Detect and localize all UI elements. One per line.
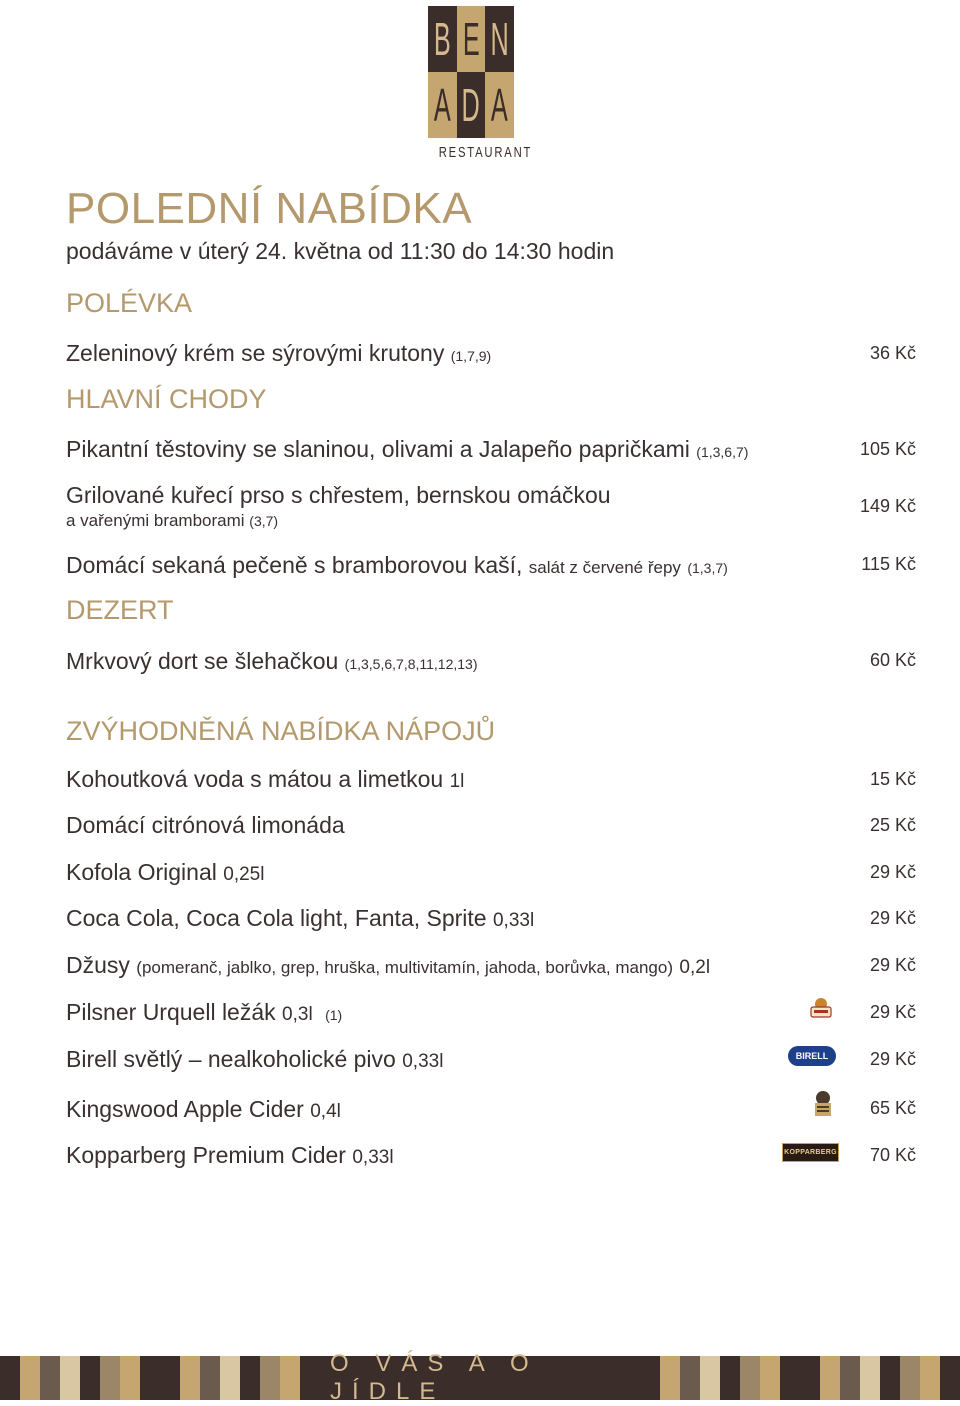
item-name: Kopparberg Premium Cider — [66, 1142, 346, 1168]
logo-cell: B — [428, 6, 457, 72]
item-name-line2: a vařenými bramborami — [66, 511, 245, 530]
pilsner-urquell-logo-icon — [808, 996, 834, 1022]
item-name: Zeleninový krém se sýrovými krutony — [66, 340, 445, 366]
item-price: 25 Kč — [869, 815, 916, 835]
footer-stripe — [40, 1356, 60, 1400]
item-price: 70 Kč — [869, 1145, 916, 1165]
item-price: 29 Kč — [869, 1049, 916, 1069]
drink-item — [66, 905, 534, 932]
item-volume: 1l — [449, 771, 465, 792]
restaurant-logo — [428, 6, 533, 161]
item-price: 149 Kč — [859, 496, 916, 516]
item-price: 15 Kč — [869, 769, 916, 789]
menu-item — [66, 340, 491, 367]
birell-logo-text: BIRELL — [795, 1051, 829, 1061]
drink-item — [66, 952, 710, 979]
drink-item — [66, 999, 342, 1026]
menu-item — [66, 482, 611, 509]
footer-text: O VÁS A O JÍDLE — [330, 1350, 539, 1405]
footer-stripe — [160, 1356, 180, 1400]
item-price: 65 Kč — [869, 1098, 916, 1118]
footer-stripe — [60, 1356, 80, 1400]
footer-stripe — [880, 1356, 900, 1400]
item-allergens: (1,7,9) — [450, 348, 492, 364]
kingswood-logo-icon — [810, 1090, 836, 1118]
birell-logo-icon — [788, 1046, 836, 1066]
item-name: Domácí sekaná pečeně s bramborovou kaší, — [66, 552, 523, 578]
footer-stripe — [660, 1356, 680, 1400]
menu-item — [66, 436, 748, 463]
footer-stripe — [200, 1356, 220, 1400]
footer-stripe — [140, 1356, 160, 1400]
footer-stripe — [120, 1356, 140, 1400]
drink-item — [66, 859, 264, 886]
item-name: Džusy — [66, 952, 130, 978]
item-name: Grilované kuřecí prso s chřestem, bernskou omáčkou — [66, 482, 611, 508]
item-allergens: (1,3,5,6,7,8,11,12,13) — [344, 656, 478, 672]
item-extra: salát z červené řepy — [528, 558, 681, 577]
item-allergens: (1) — [325, 1007, 343, 1023]
page-title: POLEDNÍ NABÍDKA — [66, 184, 473, 233]
footer-stripe — [300, 1356, 320, 1400]
item-allergens: (1,3,7) — [687, 560, 728, 576]
footer-stripe — [220, 1356, 240, 1400]
item-allergens: (1,3,6,7) — [696, 444, 749, 460]
item-volume: 0,4l — [310, 1101, 341, 1122]
footer-stripe — [260, 1356, 280, 1400]
item-name: Mrkvový dort se šlehačkou — [66, 648, 339, 674]
footer-stripe — [20, 1356, 40, 1400]
footer-stripe — [900, 1356, 920, 1400]
logo-cell: A — [428, 72, 457, 138]
drink-item — [66, 812, 345, 839]
footer-stripe — [920, 1356, 940, 1400]
menu-item — [66, 648, 478, 675]
footer-stripe — [860, 1356, 880, 1400]
footer-stripe — [680, 1356, 700, 1400]
drink-item — [66, 766, 464, 793]
item-allergens: (3,7) — [249, 513, 279, 529]
logo-cell: A — [485, 72, 514, 138]
logo-subtitle: RESTAURANT — [438, 144, 533, 161]
drink-item — [66, 1096, 341, 1123]
item-price: 105 Kč — [859, 439, 916, 459]
footer-stripe — [840, 1356, 860, 1400]
page-subtitle: podáváme v úterý 24. května od 11:30 do 14:30 hodin — [66, 238, 615, 264]
footer-stripe — [940, 1356, 960, 1400]
footer-stripe — [720, 1356, 740, 1400]
item-name: Pikantní těstoviny se slaninou, olivami a Jalapeño papričkami — [66, 436, 690, 462]
footer-stripe — [240, 1356, 260, 1400]
item-price: 29 Kč — [869, 955, 916, 975]
footer-stripe — [780, 1356, 800, 1400]
item-volume: 0,33l — [492, 910, 535, 931]
item-name: Kingswood Apple Cider — [66, 1096, 304, 1122]
section-heading-drinks: ZVÝHODNĚNÁ NABÍDKA NÁPOJŮ — [66, 716, 496, 746]
item-price: 115 Kč — [861, 554, 916, 574]
footer-stripe — [700, 1356, 720, 1400]
item-name: Kohoutková voda s mátou a limetkou — [66, 766, 444, 792]
section-heading-dessert: DEZERT — [66, 595, 174, 625]
footer-stripe — [760, 1356, 780, 1400]
menu-item — [66, 552, 728, 579]
footer-stripe — [740, 1356, 760, 1400]
item-name: Kofola Original — [66, 859, 217, 885]
item-price: 36 Kč — [869, 343, 916, 363]
item-volume: 0,33l — [402, 1051, 444, 1072]
item-price: 29 Kč — [869, 862, 916, 882]
kopparberg-logo-icon — [782, 1143, 839, 1162]
item-detail: (pomeranč, jablko, grep, hruška, multivitamín, jahoda, borůvka, mango) — [136, 958, 674, 977]
logo-cell: E — [457, 6, 486, 72]
footer-stripe — [280, 1356, 300, 1400]
footer-stripe — [800, 1356, 820, 1400]
item-volume: 0,25l — [223, 864, 265, 885]
footer-stripe — [640, 1356, 660, 1400]
item-name: Birell světlý – nealkoholické pivo — [66, 1046, 396, 1072]
logo-cell: D — [457, 72, 486, 138]
footer-stripe — [100, 1356, 120, 1400]
kopparberg-logo-text: KOPPARBERG — [784, 1149, 837, 1156]
drink-item — [66, 1046, 443, 1073]
section-heading-soup: POLÉVKA — [66, 288, 193, 318]
footer-stripe — [80, 1356, 100, 1400]
item-name: Coca Cola, Coca Cola light, Fanta, Sprite — [66, 905, 487, 931]
item-price: 29 Kč — [869, 908, 916, 928]
footer-stripe — [180, 1356, 200, 1400]
item-name: Domácí citrónová limonáda — [66, 812, 345, 838]
item-volume: 0,3l — [282, 1004, 313, 1025]
item-price: 60 Kč — [869, 650, 916, 670]
footer-stripe — [0, 1356, 20, 1400]
drink-item — [66, 1142, 394, 1169]
item-volume: 0,33l — [352, 1147, 394, 1168]
logo-cell: N — [485, 6, 514, 72]
item-price: 29 Kč — [869, 1002, 916, 1022]
item-name: Pilsner Urquell ležák — [66, 999, 276, 1025]
menu-item-continuation — [66, 511, 278, 531]
section-heading-mains: HLAVNÍ CHODY — [66, 384, 267, 414]
footer-stripe — [820, 1356, 840, 1400]
item-volume: 0,2l — [679, 957, 711, 978]
